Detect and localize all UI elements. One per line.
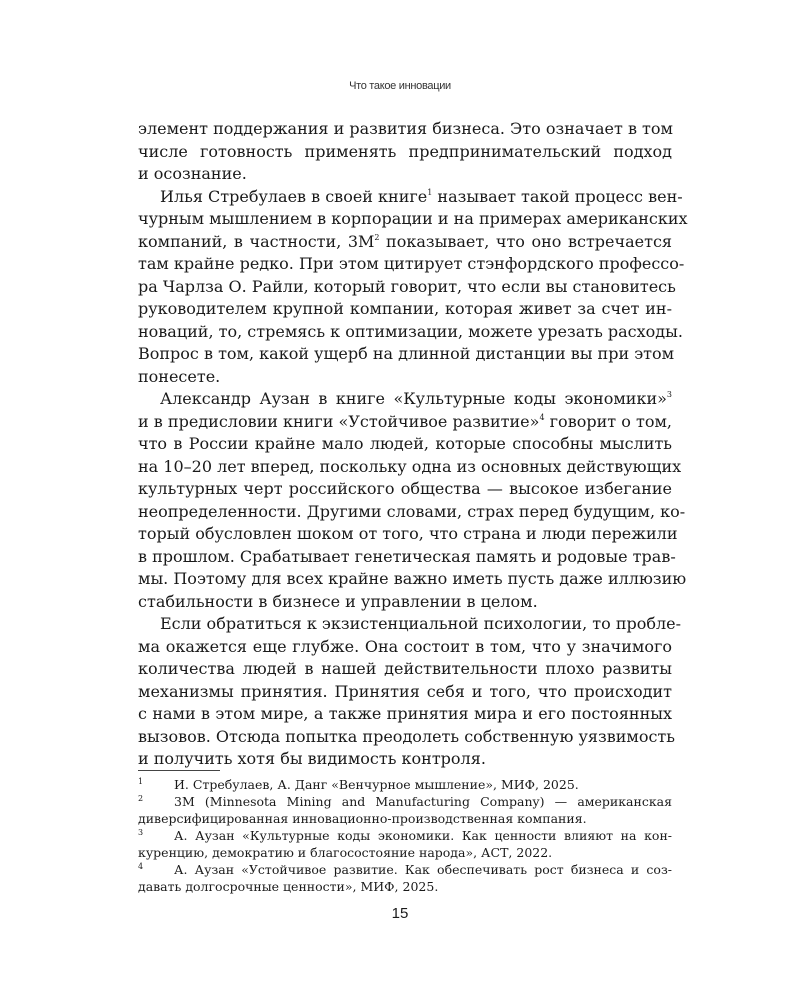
body-line-text: ма окажется еще глубже. Она состоит в том, что у значимого xyxy=(138,636,672,656)
body-line xyxy=(138,546,676,569)
body-line xyxy=(138,276,676,299)
footnote-text: И. Стребулаев, А. Данг «Венчурное мышление», МИФ, 2025. xyxy=(174,777,579,792)
body-line xyxy=(138,298,672,321)
footnote-text: диверсифицированная инновационно-производственная компания. xyxy=(138,811,587,826)
body-line xyxy=(138,568,687,591)
body-line-text: неопределенности. Другими словами, страх перед будущим, ко- xyxy=(138,501,686,521)
body-line xyxy=(138,141,672,164)
body-line-text: на 10–20 лет вперед, поскольку одна из основных действующих xyxy=(138,456,682,476)
body-line-text: чурным мышлением в корпорации и на примерах американских xyxy=(138,209,688,228)
body-line-text: Александр Аузан в книге «Культурные коды экономики» xyxy=(160,389,667,408)
footnote-line: 3 А. Аузан «Культурные коды экономики. Как ценности влияют на кон- xyxy=(138,828,672,843)
body-line-text: Вопрос в том, какой ущерб на длинной дистанции вы при этом xyxy=(138,344,675,363)
body-line xyxy=(138,636,672,659)
body-line-text: и осознание. xyxy=(138,164,247,183)
footnote-ref: 2 xyxy=(374,232,380,242)
body-line xyxy=(138,186,683,209)
body-line xyxy=(138,658,672,681)
body-line xyxy=(138,456,682,479)
body-line xyxy=(138,591,672,614)
body-line-text: культурных черт российского общества — высокое избегание xyxy=(138,479,672,498)
body-line xyxy=(138,343,675,366)
body-line-text: количества людей в нашей действительности плохо развиты xyxy=(138,659,672,678)
body-line xyxy=(138,366,672,389)
body-line-text: с нами в этом мире, а также принятия мира и его постоянных xyxy=(138,704,672,723)
footnote-line: 4 А. Аузан «Устойчивое развитие. Как обеспечивать рост бизнеса и соз- xyxy=(138,862,672,877)
footnote-ref: 4 xyxy=(539,412,545,422)
body-line xyxy=(138,523,678,546)
body-line xyxy=(138,163,672,186)
body-line xyxy=(138,321,683,344)
footnotes xyxy=(138,776,672,895)
body-line-text: мы. Поэтому для всех крайне важно иметь пусть даже иллюзию xyxy=(138,569,687,588)
body-line-text: называет такой процесс вен- xyxy=(432,186,683,206)
body-line xyxy=(138,613,682,636)
footnote-line xyxy=(138,844,672,861)
body-line-text: торый обусловлен шоком от того, что страна и люди пережили xyxy=(138,524,678,543)
footnote-text: давать долгосрочные ценности», МИФ, 2025. xyxy=(138,879,439,894)
body-line-text: вызовов. Отсюда попытка преодолеть собственную уязвимость xyxy=(138,726,675,746)
body-line xyxy=(138,726,675,749)
body-line-text: Если обратиться к экзистенциальной психологии, то пробле- xyxy=(160,614,682,633)
body-line-text: и в предисловии книги «Устойчивое развитие» xyxy=(138,411,540,431)
body-line xyxy=(138,253,685,276)
footnote-line: 2 3M (Minnesota Mining and Manufacturing Company) — американская xyxy=(138,794,672,809)
footnote-text: куренцию, демократию и благосостояние народа», АСТ, 2022. xyxy=(138,845,553,860)
footnote-text: 3M (Minnesota Mining and Manufacturing Company) — американская xyxy=(174,794,672,809)
body-line-text: новаций, то, стремясь к оптимизации, можете урезать расходы. xyxy=(138,321,683,341)
body-line-text: говорит о том, xyxy=(544,411,672,431)
body-line-text: Илья Стребулаев в своей книге xyxy=(160,186,428,206)
body-line xyxy=(138,703,672,726)
body-line-text: стабильности в бизнесе и управлении в целом. xyxy=(138,591,538,611)
body-line xyxy=(138,231,672,254)
footnote-ref: 1 xyxy=(427,187,433,197)
footnote-ref: 3 xyxy=(666,390,672,399)
body-line-text: в прошлом. Срабатывает генетическая память и родовые трав- xyxy=(138,546,676,566)
body-line xyxy=(138,388,672,411)
body-line xyxy=(138,501,686,524)
running-head: Что такое инновации xyxy=(349,80,451,92)
body-line-text: понесете. xyxy=(138,366,221,386)
body-text xyxy=(138,118,688,771)
body-line xyxy=(138,208,688,231)
footnote-text: А. Аузан «Устойчивое развитие. Как обеспечивать рост бизнеса и соз- xyxy=(174,862,672,877)
footnote-text: А. Аузан «Культурные коды экономики. Как ценности влияют на кон- xyxy=(174,828,672,843)
body-line-text: что в России крайне мало людей, которые способны мыслить xyxy=(138,434,672,453)
body-line-text: механизмы принятия. Принятия себя и того, что происходит xyxy=(138,681,672,701)
body-line-text: руководителем крупной компании, которая живет за счет ин- xyxy=(138,299,672,318)
footnote-line: 1 И. Стребулаев, А. Данг «Венчурное мышление», МИФ, 2025. xyxy=(138,777,579,792)
body-line xyxy=(138,118,672,141)
body-line-text: числе готовность применять предпринимательский подход xyxy=(138,141,672,161)
footnote-line xyxy=(138,878,672,895)
body-line xyxy=(138,748,672,771)
body-line-text: элемент поддержания и развития бизнеса. Это означает в том xyxy=(138,119,673,138)
body-line xyxy=(138,411,672,434)
body-line-text: компаний, в частности, 3М xyxy=(138,231,375,251)
footnote-divider xyxy=(138,770,220,771)
body-line-text: там крайне редко. При этом цитирует стэнфордского профессо- xyxy=(138,254,685,273)
body-line xyxy=(138,681,672,704)
page-number: 15 xyxy=(391,905,409,922)
body-line-text: ра Чарлза О. Райли, который говорит, что если вы становитесь xyxy=(138,276,676,296)
body-line xyxy=(138,433,672,456)
footnote-line xyxy=(138,810,672,827)
body-line-text: и получить хотя бы видимость контроля. xyxy=(138,749,486,768)
body-line xyxy=(138,478,672,501)
body-line-text: показывает, что оно встречается xyxy=(379,231,673,251)
